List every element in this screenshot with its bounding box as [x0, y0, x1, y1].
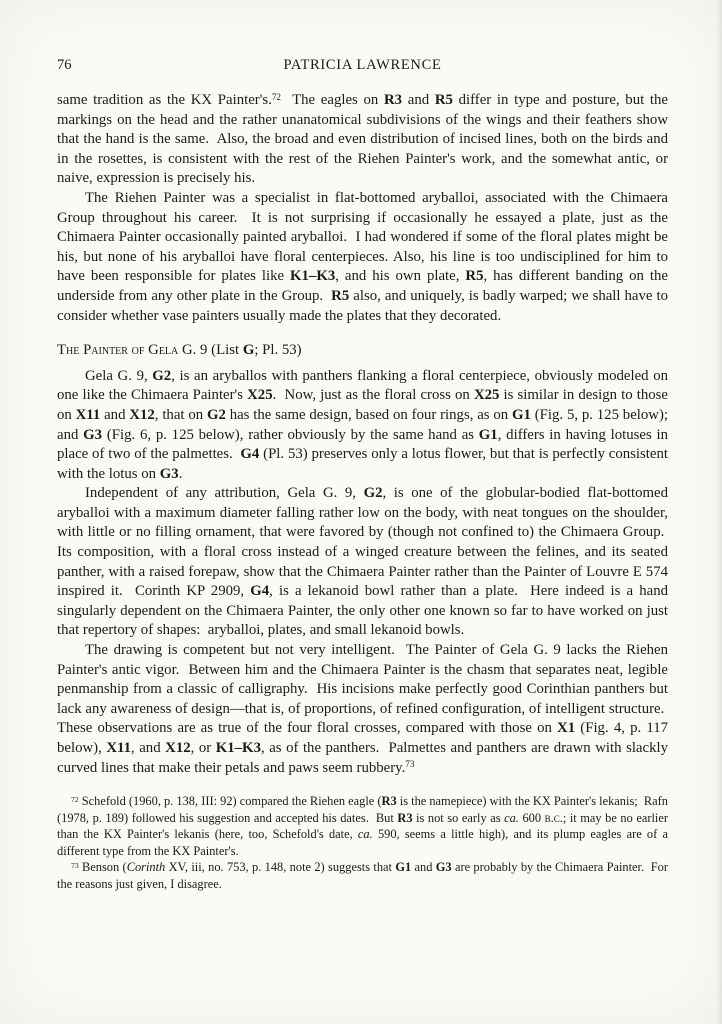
body-paragraph-2: The Riehen Painter was a specialist in flat-bottomed aryballoi, associated with the Chimaera Group throughout his career. It is not surprising if occasionally he essayed a plate, just as the Chimaera Painter occasionally painted aryballoi. I had wondered if some of the floral plates might be his, but none of his aryballoi have floral centerpieces. Also, his line is too undisciplined for him to have been responsible for plates like K1–K3, and his own plate, R5, has different banding on the underside from any other plate in the Group. R5 also, and uniquely, is badly warped; we shall have to consider whether vase painters usually made the plates that they decorated.	[57, 189, 669, 324]
body-paragraph-4: Independent of any attribution, Gela G. 9, G2, is one of the globular-bodied flat-bottomed aryballoi with a maximum diameter falling rather low on the body, with neat tongues on the shoulder, with little or no filling ornament, that were favored by (though not confined to) the Chimaera Group. Its composition, with a floral cross instead of a winged creature between the felines, and its seated panther, with a raised forepaw, show that the Chimaera Painter rather than the Painter of Louvre E 574 inspired it. Corinth KP 2909, G4, is a lekanoid bowl rather than a plate. Here indeed is a hand singularly dependent on the Chimaera Painter, the only other one known so far to have worked on just that repertory of shapes: aryballoi, plates, and small lekanoid bowls.	[57, 485, 668, 639]
body-paragraph-5: The drawing is competent but not very intelligent. The Painter of Gela G. 9 lacks the Riehen Painter's antic vigor. Between him and the Chimaera Painter is the chasm that separates neat, legible penmanship from a classic of calligraphy. His incisions make perfectly good Corinthian panthers but lack any awareness of design—that is, of proportions, of refined configuration, of intelligent structure. These observations are as true of the four floral crosses, compared with those on X1 (Fig. 4, p. 117 below), X11, and X12, or K1–K3, as of the panthers. Palmettes and panthers are drawn with slackly curved lines that make their petals and paws seem rubbery.$^{73}$	[57, 642, 668, 776]
footnotes-section	[57, 793, 668, 892]
running-header	[57, 56, 668, 74]
footnote-72: $^{72}$ Schefold (1960, p. 138, III: 92) compared the Riehen eagle (R3 is the namepiece) with the KX Painter's lekanis; Rafn (1978, p. 189) followed his suggestion and accepted his dates. But R3 is not so early as ca. 600 b.c.; it may be no earlier than the KX Painter's lekanis (here, too, Schefold's date, ca. 590, seems a little high), and its plump eagles are of a different type from the KX Painter's.	[57, 794, 668, 858]
body-paragraph-1: same tradition as the KX Painter's.$^{72}$ The eagles on R3 and R5 differ in type and posture, but the markings on the head and the rather unanatomical subdivisions of the wings and their feathers show that the hand is the same. Also, the broad and even distribution of incised lines, both on the birds and in the rosettes, is consistent with the rest of the Riehen Painter's work, and the somewhat antic, or naive, expression is precisely his.	[57, 91, 668, 187]
section-heading	[57, 341, 668, 361]
section-heading-smallcaps: The Painter of Gela G. 9	[57, 342, 208, 359]
section-heading-rest: (List G; Pl. 53)	[207, 342, 302, 359]
running-head-title: PATRICIA LAWRENCE	[283, 57, 442, 73]
page-number: 76	[57, 57, 72, 73]
footnote-73: $^{73}$ Benson (Corinth XV, iii, no. 753, p. 148, note 2) suggests that G1 and G3 are probably by the Chimaera Painter. For the reasons just given, I disagree.	[57, 860, 668, 891]
body-paragraph-3: Gela G. 9, G2, is an aryballos with panthers flanking a floral centerpiece, obviously modeled on one like the Chimaera Painter's X25. Now, just as the floral cross on X25 is similar in design to those on X11 and X12, that on G2 has the same design, based on four rings, as on G1 (Fig. 5, p. 125 below); and G3 (Fig. 6, p. 125 below), rather obviously by the same hand as G1, differs in having lotuses in place of two of the palmettes. G4 (Pl. 53) preserves only a lotus flower, but that is perfectly consistent with the lotus on G3.	[57, 367, 669, 482]
body-text	[57, 91, 668, 778]
